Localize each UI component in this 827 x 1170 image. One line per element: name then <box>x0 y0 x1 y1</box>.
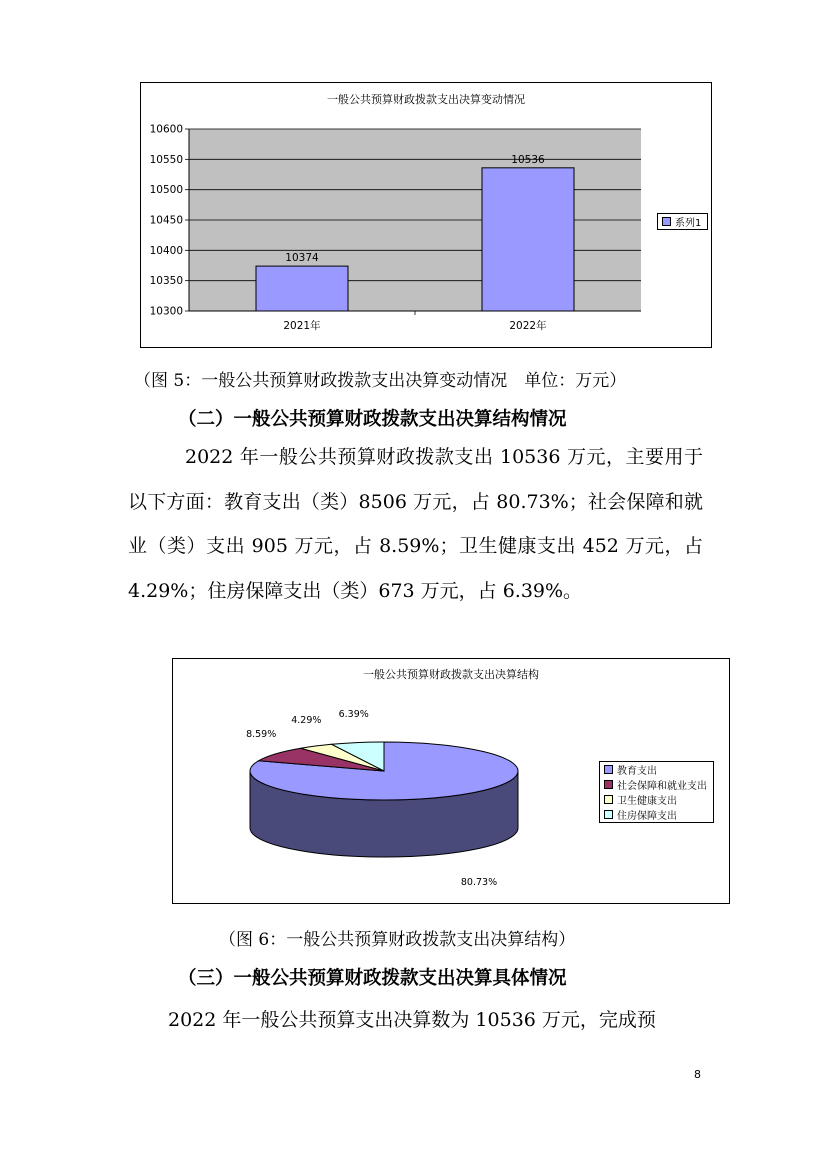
legend-label: 系列1 <box>675 218 702 229</box>
figure6-caption: （图 6：一般公共预算财政拨款支出决算结构） <box>219 930 576 950</box>
pie-chart-plot <box>173 659 593 903</box>
legend-label: 教育支出 <box>617 766 657 777</box>
bar-data-label: 10536 <box>511 153 545 166</box>
page-number: 8 <box>694 1068 701 1081</box>
section2-paragraph: 2022 年一般公共预算财政拨款支出 10536 万元，主要用于以下方面：教育支出（类）8506 万元，占 80.73%；社会保障和就业（类）支出 905 万元，占 8.59%；卫生健康支出 452 万元，占 4.29%；住房保障支出（类）673 万元，占 6.39%。 <box>128 446 703 602</box>
y-tick-label: 10600 <box>149 123 183 136</box>
pie-data-label: 80.73% <box>460 877 498 888</box>
y-tick-label: 10550 <box>149 153 183 166</box>
x-tick-label: 2021年 <box>283 320 321 332</box>
legend-item-health <box>600 792 713 807</box>
y-tick-label: 10450 <box>149 214 183 227</box>
bar-chart-title: 一般公共预算财政拨款支出决算变动情况 <box>327 93 525 106</box>
section2-heading: （二）一般公共预算财政拨款支出决算结构情况 <box>178 409 567 430</box>
y-tick-label: 10300 <box>149 305 183 318</box>
legend-swatch <box>604 795 613 804</box>
legend-item-housing <box>600 807 713 822</box>
y-tick-label: 10350 <box>149 275 183 288</box>
legend-label: 住房保障支出 <box>617 811 677 822</box>
legend-label: 卫生健康支出 <box>617 796 677 807</box>
legend-swatch <box>604 810 613 819</box>
pie-chart-legend <box>599 761 714 823</box>
legend-swatch <box>604 765 613 774</box>
legend-label: 社会保障和就业支出 <box>617 781 707 792</box>
pie-chart-title: 一般公共预算财政拨款支出决算结构 <box>363 668 539 681</box>
y-tick-label: 10400 <box>149 244 183 257</box>
legend-item-social <box>600 777 713 792</box>
bar-data-label: 10374 <box>285 252 319 265</box>
legend-swatch <box>662 217 671 226</box>
legend-swatch <box>604 780 613 789</box>
bar-2021年 <box>256 266 348 311</box>
section3-heading: （三）一般公共预算财政拨款支出决算具体情况 <box>178 968 567 989</box>
pie-data-label: 8.59% <box>246 728 277 740</box>
pie-data-label: 6.39% <box>338 709 369 721</box>
figure5-caption: （图 5：一般公共预算财政拨款支出决算变动情况 单位：万元） <box>134 371 627 391</box>
pie-data-label: 4.29% <box>291 715 322 727</box>
bar-chart-legend <box>657 213 708 230</box>
y-tick-label: 10500 <box>149 184 183 197</box>
legend-item-edu <box>600 762 713 777</box>
section3-paragraph: 2022 年一般公共预算支出决算数为 10536 万元，完成预 <box>168 1009 656 1031</box>
pie-chart <box>172 658 730 904</box>
bar-2022年 <box>482 168 574 311</box>
x-tick-label: 2022年 <box>509 320 547 332</box>
bar-chart <box>140 82 712 348</box>
legend-item-series1 <box>658 214 707 229</box>
bar-chart-plot <box>141 83 711 347</box>
